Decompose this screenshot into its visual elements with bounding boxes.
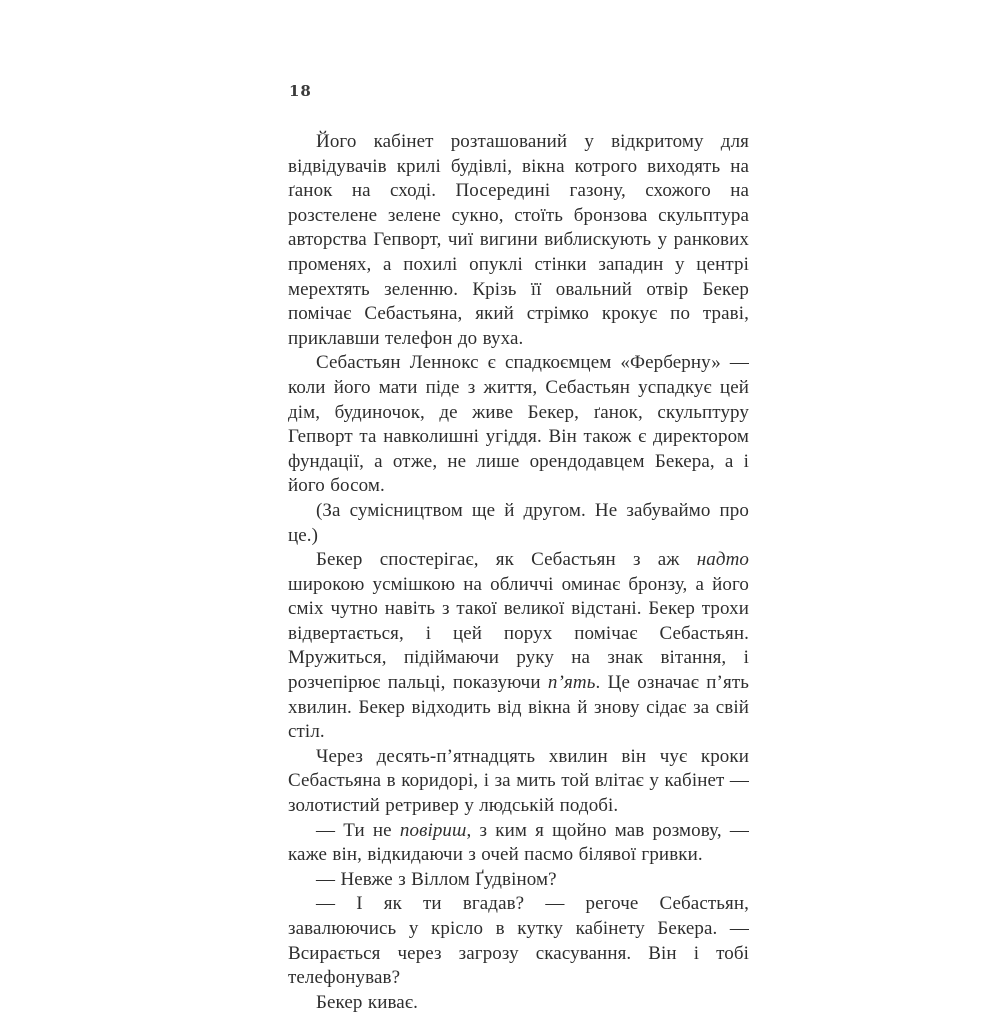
text-segment: (За сумісництвом ще й другом. Не забуваймо про це.) bbox=[288, 499, 749, 546]
paragraph bbox=[288, 868, 749, 893]
paragraph bbox=[288, 745, 749, 819]
page-number: 18 bbox=[289, 82, 312, 100]
paragraph bbox=[288, 351, 749, 499]
paragraph bbox=[288, 991, 749, 1015]
page-paragraphs bbox=[288, 130, 749, 1015]
paragraph bbox=[288, 499, 749, 548]
text-segment: Бекер спостерігає, як Себастьян з аж bbox=[316, 549, 697, 571]
text-segment: . Це означає п’ять хвилин. Бекер відходить від вікна й знову сідає за свій стіл. bbox=[288, 672, 749, 743]
text-segment: — Невже з Віллом Ґудвіном? bbox=[316, 868, 557, 890]
text-segment: — Ти не bbox=[316, 819, 400, 841]
paragraph bbox=[288, 819, 749, 868]
text-segment: широкою усмішкою на обличчі оминає бронзу, а його сміх чутно навіть з такої великої відстані. Бекер трохи відвертається, і цей порух помічає Себастьян. Мружиться, підіймаючи руку на знак вітання, і розчепірює пальці, показуючи bbox=[288, 573, 749, 694]
text-segment: Себастьян Леннокс є спадкоємцем «Ферберну» — коли його мати піде з життя, Себастьян успадкує цей дім, будиночок, де живе Бекер, ґанок, скульптуру Гепворт та навколишні угіддя. Він також є директором фундації, а отже, не лише орендодавцем Бекера, а і його босом. bbox=[288, 352, 749, 497]
text-segment: , з ким я щойно мав розмову, — каже він, відкидаючи з очей пасмо білявої гривки. bbox=[288, 819, 749, 866]
italic-text-segment: надто bbox=[696, 549, 749, 571]
paragraph bbox=[288, 892, 749, 990]
italic-text-segment: п’ять bbox=[547, 672, 596, 694]
text-segment: Його кабінет розташований у відкритому для відвідувачів крилі будівлі, вікна котрого виходять на ґанок на сході. Посередині газону, схожого на розстелене зелене сукно, стоїть бронзова скульптура авторства Гепворт, чиї вигини виблискують у ранкових променях, а похилі опуклі стінки западин у центрі мерехтять зеленню. Крізь її овальний отвір Бекер помічає Себастьяна, який стрімко крокує по траві, приклавши телефон до вуха. bbox=[288, 131, 749, 349]
text-segment: — І як ти вгадав? — регоче Себастьян, завалюючись у крісло в кутку кабінету Бекера. — Всирається через загрозу скасування. Він і тобі телефонував? bbox=[288, 893, 749, 989]
paragraph bbox=[288, 548, 749, 745]
text-segment: Через десять-п’ятнадцять хвилин він чує кроки Себастьяна в коридорі, і за мить той влітає у кабінет — золотистий ретривер у людській подобі. bbox=[288, 745, 749, 817]
italic-text-segment: повіриш bbox=[399, 819, 467, 841]
text-segment: Бекер киває. bbox=[316, 991, 418, 1013]
paragraph bbox=[288, 130, 749, 351]
